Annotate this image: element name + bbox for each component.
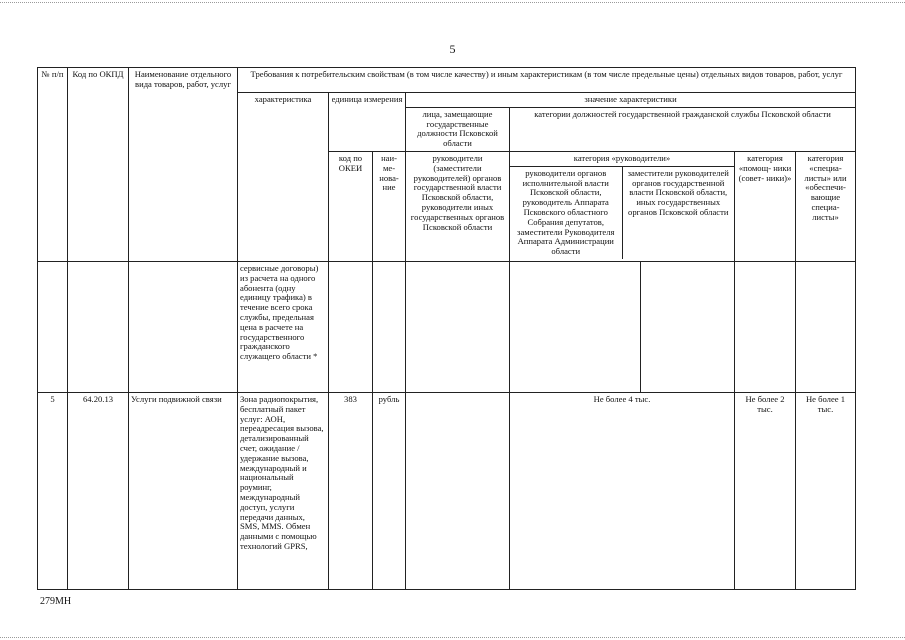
header-deputy-heads: заместители руководителей органов государственной власти Псковской области, иных государственных органов Псковской области (627, 167, 729, 217)
cont-okei (329, 261, 373, 392)
row5-value-heads: Не более 4 тыс. (510, 392, 735, 589)
row5-value-assistants: Не более 2 тыс. (735, 392, 796, 589)
cont-num (38, 261, 68, 392)
page-bottom-edge (0, 637, 905, 638)
row5-name: Услуги подвижной связи (129, 392, 238, 589)
header-name: Наименование отдельного вида товаров, работ, услуг (129, 68, 238, 262)
header-requirements: Требования к потребительским свойствам (в том числе качеству) и иным характеристикам (в том числе предельные цены) отдельных видов товаров, работ, услуг (238, 68, 856, 93)
footer-code: 279МН (40, 596, 72, 607)
header-okei-code: код по ОКЕИ (329, 151, 373, 261)
row5-unit-name: рубль (373, 392, 406, 589)
cont-deputy-heads (641, 261, 735, 392)
cont-okpd (68, 261, 129, 392)
header-heads: руководители (заместители руководителей) органов государственной власти Псковской области, руководители иных государственных органов Псковской области (406, 151, 510, 261)
row5-persons (406, 392, 510, 589)
header-okpd: Код по ОКПД (68, 68, 129, 262)
cont-heads-exec (510, 261, 641, 392)
header-unit-name: наи- ме- нова- ние (373, 151, 406, 261)
header-category-assistants: категория «помощ- ники (совет- ники)» (735, 151, 796, 261)
header-category-heads-block (510, 151, 735, 261)
page-number: 5 (449, 42, 456, 56)
header-category-specialists: категория «специа- листы» или «обеспечи- вающие специа- листы» (796, 151, 856, 261)
header-categories: категории должностей государственной гражданской службы Псковской области (510, 107, 856, 151)
header-characteristic: характеристика (238, 93, 329, 262)
row5-okpd: 64.20.13 (68, 392, 129, 589)
header-persons: лица, замещающие государственные должности Псковской области (406, 107, 510, 151)
cont-assistants (735, 261, 796, 392)
header-heads-exec: руководители органов исполнительной власти Псковской области, руководитель Аппарата Псковского областного Собрания депутатов, заместители Руководителя Аппарата Администрации области (510, 166, 622, 259)
cont-name (129, 261, 238, 392)
header-unit: единица измерения (329, 93, 406, 152)
requirements-table (37, 67, 856, 590)
page-top-edge (0, 2, 905, 3)
table-row-5 (38, 392, 856, 589)
row5-value-specialists: Не более 1 тыс. (796, 392, 856, 589)
row5-num: 5 (38, 392, 68, 589)
header-num: № п/п (38, 68, 68, 262)
header-category-heads: категория «руководители» (510, 152, 734, 166)
cont-persons (406, 261, 510, 392)
continuation-row (38, 261, 856, 392)
cont-specialists (796, 261, 856, 392)
cont-unit-name (373, 261, 406, 392)
row5-characteristic: Зона радиопокрытия, бесплатный пакет услуг: АОН, переадресация вызова, детализированный счет, ожидание / удержание вызова, международный и национальный роуминг, международный доступ, услуги передачи данных, SMS, MMS. Обмен данными с помощью технологий GPRS, (240, 394, 324, 551)
header-value: значение характеристики (406, 93, 856, 108)
cont-characteristic: сервисные договоры) из расчета на одного абонента (одну единицу трафика) в течение всего срока службы, предельная цена в расчете на государственного гражданского служащего области * (238, 261, 329, 392)
row5-okei-code: 383 (329, 392, 373, 589)
